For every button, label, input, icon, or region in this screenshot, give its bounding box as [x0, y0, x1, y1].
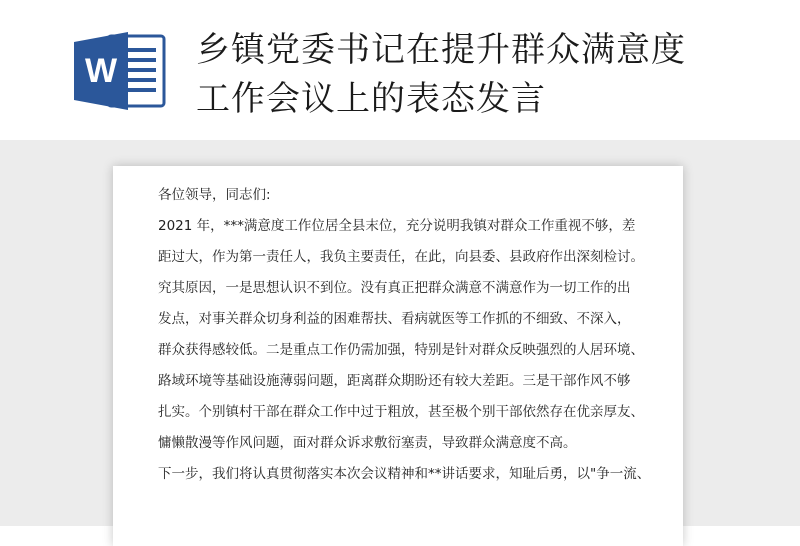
- title-line: 工作会议上的表态发言: [196, 79, 546, 119]
- document-text-line: 扎实。个别镇村干部在群众工作中过于粗放，甚至极个别干部依然存在优亲厚友、: [158, 404, 644, 420]
- page-title: [196, 26, 786, 124]
- document-text-line: 群众获得感较低。二是重点工作仍需加强，特别是针对群众反映强烈的人居环境、: [158, 342, 644, 358]
- document-text-line: 各位领导，同志们:: [158, 187, 271, 203]
- word-document-icon: [74, 32, 166, 110]
- document-text-line: 发点，对事关群众切身利益的困难帮扶、看病就医等工作抓的不细致、不深入，: [158, 311, 631, 327]
- word-icon-letter: W: [84, 52, 118, 90]
- document-text-line: 2021 年，***满意度工作位居全县末位，充分说明我镇对群众工作重视不够，差: [158, 218, 636, 234]
- header-banner: [0, 0, 800, 140]
- document-text-line: 慵懒散漫等作风问题，面对群众诉求敷衍塞责，导致群众满意度不高。: [158, 435, 577, 451]
- title-line: 乡镇党委书记在提升群众满意度: [196, 30, 686, 70]
- document-text-line: 距过大，作为第一责任人，我负主要责任，在此，向县委、县政府作出深刻检讨。: [158, 249, 644, 265]
- document-text-line: 路域环境等基础设施薄弱问题，距离群众期盼还有较大差距。三是干部作风不够: [158, 373, 631, 389]
- document-page: [113, 166, 683, 546]
- document-text-line: 下一步，我们将认真贯彻落实本次会议精神和**讲话要求，知耻后勇，以"争一流、: [158, 466, 651, 482]
- document-body: [158, 180, 658, 490]
- document-text-line: 究其原因，一是思想认识不到位。没有真正把群众满意不满意作为一切工作的出: [158, 280, 631, 296]
